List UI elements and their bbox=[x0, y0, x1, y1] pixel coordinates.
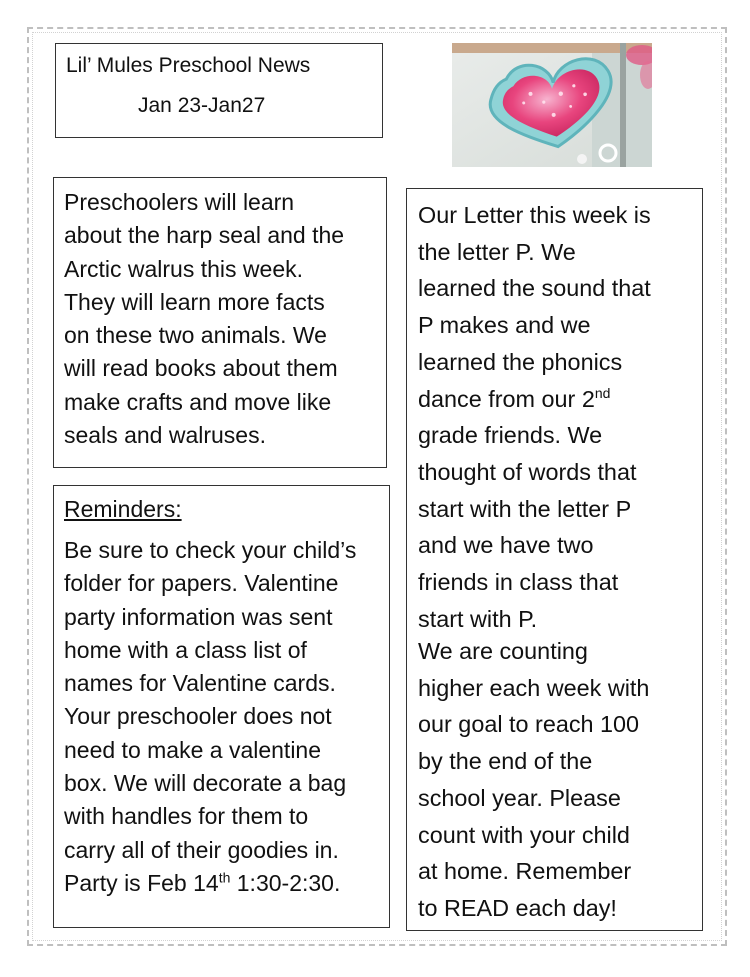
reminder-line: with handles for them to bbox=[64, 803, 309, 830]
letter-line: P makes and we bbox=[418, 312, 591, 339]
ordinal-suffix: th bbox=[218, 869, 231, 886]
ordinal-suffix: nd bbox=[594, 384, 611, 401]
letter-of-week-section bbox=[406, 188, 703, 931]
party-date-line bbox=[64, 867, 389, 900]
newsletter-dates: Jan 23-Jan27 bbox=[138, 94, 266, 117]
reminder-line: need to make a valentine bbox=[64, 736, 322, 763]
reminder-line: names for Valentine cards. bbox=[64, 670, 336, 697]
letter-line: learned the sound that bbox=[418, 275, 651, 302]
letter-line: the letter P. We bbox=[418, 238, 576, 265]
reminder-line: party information was sent bbox=[64, 603, 333, 630]
counting-line: count with your child bbox=[418, 821, 630, 848]
counting-line: our goal to reach 100 bbox=[418, 711, 640, 738]
intro-line: about the harp seal and the bbox=[64, 222, 345, 249]
intro-line: Preschoolers will learn bbox=[64, 189, 295, 215]
reminder-line: Your preschooler does not bbox=[64, 703, 332, 730]
reminder-line: box. We will decorate a bag bbox=[64, 770, 347, 797]
intro-line: They will learn more facts bbox=[64, 288, 325, 315]
newsletter-title: Lil’ Mules Preschool News bbox=[66, 54, 311, 77]
newsletter-title-box bbox=[55, 43, 383, 138]
heart-suncatcher-photo bbox=[452, 43, 652, 167]
letter-paragraph bbox=[407, 197, 702, 637]
dance-text: dance from our 2 bbox=[418, 385, 595, 412]
counting-paragraph bbox=[407, 633, 702, 927]
reminder-line: Be sure to check your child’s bbox=[64, 537, 357, 563]
party-time-text: 1:30-2:30. bbox=[230, 869, 341, 896]
intro-line: make crafts and move like bbox=[64, 388, 332, 415]
letter-line: grade friends. We bbox=[418, 422, 603, 449]
dance-line bbox=[418, 381, 702, 418]
intro-section bbox=[53, 177, 387, 468]
letter-line: start with the letter P bbox=[418, 495, 632, 522]
intro-line: will read books about them bbox=[64, 355, 338, 382]
party-date-text: Party is Feb 14 bbox=[64, 869, 219, 896]
counting-line: by the end of the bbox=[418, 748, 593, 775]
reminder-line: carry all of their goodies in. bbox=[64, 836, 339, 863]
reminder-line: folder for papers. Valentine bbox=[64, 570, 339, 597]
intro-line: seals and walruses. bbox=[64, 422, 266, 449]
counting-line: We are counting bbox=[418, 638, 588, 664]
letter-line: thought of words that bbox=[418, 458, 637, 485]
letter-line: Our Letter this week is bbox=[418, 202, 651, 228]
reminders-heading: Reminders: bbox=[64, 496, 182, 522]
intro-line: on these two animals. We bbox=[64, 322, 327, 349]
reminders-paragraph bbox=[54, 534, 389, 900]
counting-line: to READ each day! bbox=[418, 894, 617, 921]
intro-paragraph bbox=[54, 186, 386, 452]
counting-line: at home. Remember bbox=[418, 858, 632, 885]
letter-line: and we have two bbox=[418, 532, 594, 559]
counting-line: school year. Please bbox=[418, 784, 621, 811]
letter-line: friends in class that bbox=[418, 569, 619, 596]
letter-line: start with P. bbox=[418, 605, 538, 632]
letter-line: learned the phonics bbox=[418, 348, 623, 375]
reminders-section bbox=[53, 485, 390, 928]
intro-line: Arctic walrus this week. bbox=[64, 255, 304, 282]
counting-line: higher each week with bbox=[418, 674, 650, 701]
reminder-line: home with a class list of bbox=[64, 636, 307, 663]
